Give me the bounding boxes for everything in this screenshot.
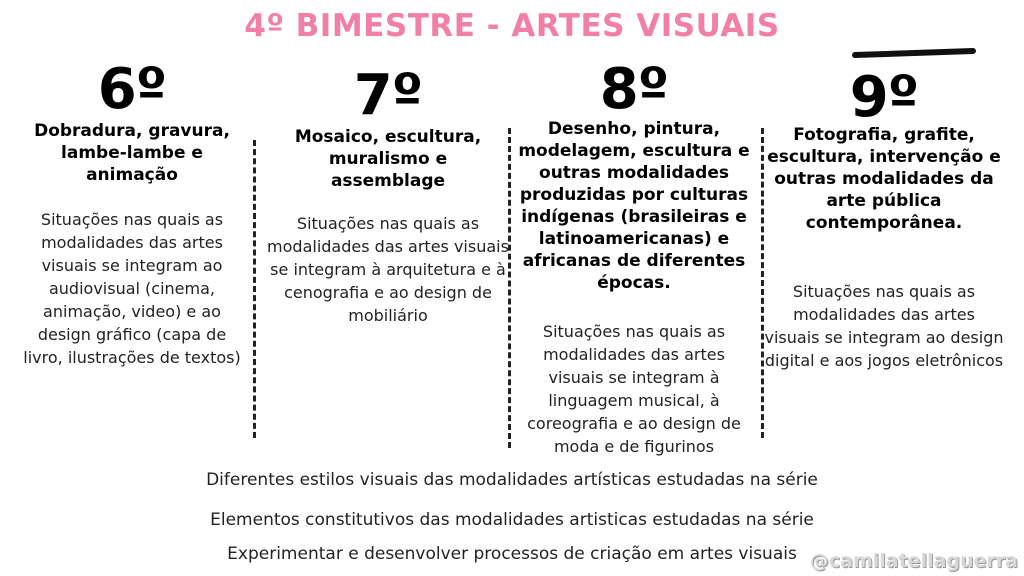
footer-line-1: Diferentes estilos visuais das modalidades artísticas estudadas na série (206, 470, 818, 490)
column-6 (22, 57, 242, 369)
description-text: Situações nas quais as modalidades das artes visuais se integram à arquitetura e à cenografia e ao design de mobiliário (267, 214, 509, 325)
divider-2 (508, 128, 511, 448)
topic-text: Fotografia, grafite, escultura, intervenção e outras modalidades da arte pública contemporânea. (767, 125, 1001, 233)
topic-text: Dobradura, gravura, lambe-lambe e animação (34, 121, 230, 185)
grade-overline (852, 48, 976, 58)
grade-heading: 9º (849, 65, 919, 130)
page-title: 4º BIMESTRE - ARTES VISUAIS (244, 8, 780, 44)
grade-heading: 6º (97, 57, 167, 122)
footer-line-2: Elementos constitutivos das modalidades artisticas estudadas na série (210, 510, 814, 530)
divider-1 (253, 140, 256, 438)
column-7 (262, 63, 514, 327)
description-text: Situações nas quais as modalidades das artes visuais se integram ao audiovisual (cinema, animação, video) e ao design gráfico (capa de livro, ilustrações de textos) (23, 210, 241, 367)
grade-heading: 8º (599, 57, 669, 122)
topic-text: Desenho, pintura, modelagem, escultura e outras modalidades produzidas por culturas indígenas (brasileiras e latinoamericanas) e africanas de diferentes épocas. (518, 119, 750, 293)
footer-line-3: Experimentar e desenvolver processos de criação em artes visuais (227, 544, 797, 564)
description-text: Situações nas quais as modalidades das artes visuais se integram ao design digital e aos jogos eletrônicos (764, 282, 1004, 370)
description-text: Situações nas quais as modalidades das artes visuais se integram à linguagem musical, à coreografia e ao design de moda e de figurinos (527, 322, 741, 456)
topic-text: Mosaico, escultura, muralismo e assemblage (294, 127, 482, 191)
column-9 (764, 65, 1004, 372)
grade-heading: 7º (353, 63, 423, 128)
watermark: @camilatellaguerra (809, 550, 1018, 572)
column-8 (514, 57, 754, 458)
